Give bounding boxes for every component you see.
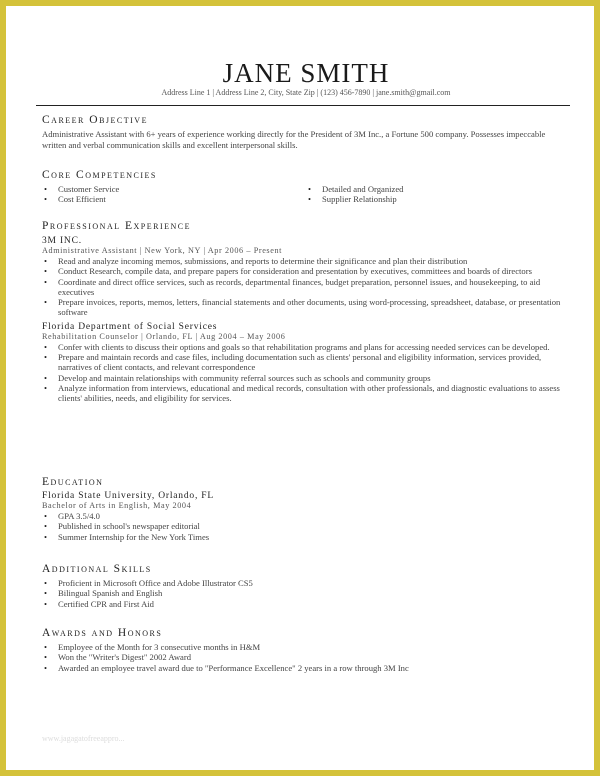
list-item: • Won the "Writer's Digest" 2002 Award xyxy=(58,652,570,662)
objective-text: Administrative Assistant with 6+ years of experience working directly for the President of 3M Inc., a Fortune 500 company. Possesses impeccable written and verbal communication skills and excellent interpersonal skills. xyxy=(42,129,546,150)
skills-section xyxy=(42,563,570,609)
list-item: • Confer with clients to discuss their options and goals so that rehabilitation programs and plans for accessing needed services can be developed. xyxy=(58,342,570,352)
experience-section xyxy=(42,220,570,404)
job-role: Rehabilitation Counselor | Orlando, FL | Aug 2004 – May 2006 xyxy=(42,331,286,341)
job-org: 3M INC. xyxy=(42,236,82,246)
list-item: • Supplier Relationship xyxy=(322,194,570,204)
school-name: Florida State University, Orlando, FL xyxy=(42,491,214,501)
job-org: Florida Department of Social Services xyxy=(42,321,218,332)
awards-bullets xyxy=(42,642,570,673)
header-divider xyxy=(36,105,570,106)
list-item: • Cost Efficient xyxy=(58,194,306,204)
list-item: • Summer Internship for the New York Times xyxy=(58,532,570,542)
job-bullets xyxy=(42,342,570,404)
list-item: • GPA 3.5/4.0 xyxy=(58,511,570,521)
list-item: • Analyze information from interviews, educational and medical records, consultation with other professionals, and diagnostic evaluations to assess clients' abilities, needs, and eligibility for services. xyxy=(58,383,570,404)
list-item: • Detailed and Organized xyxy=(322,184,570,194)
education-section xyxy=(42,476,570,542)
resume-name: JANE SMITH xyxy=(222,58,390,88)
watermark-text: www.jagagatofreeappro... xyxy=(42,734,125,743)
list-item: • Prepare invoices, reports, memos, letters, financial statements and other documents, using word-processing, spreadsheet, database, or presentation software xyxy=(58,297,570,318)
core-competencies-section xyxy=(42,169,570,205)
list-item: • Published in school's newspaper editorial xyxy=(58,521,570,531)
list-item: • Develop and maintain relationships with community referral sources such as schools and community groups xyxy=(58,373,570,383)
career-objective-section xyxy=(42,114,570,150)
section-title: Education xyxy=(42,476,104,488)
list-item: • Read and analyze incoming memos, submissions, and reports to determine their significance and plan their distribution xyxy=(58,256,570,266)
section-title: Career Objective xyxy=(42,114,148,126)
section-title: Additional Skills xyxy=(42,563,152,575)
degree: Bachelor of Arts in English, May 2004 xyxy=(42,501,192,510)
education-bullets xyxy=(42,511,570,542)
awards-section xyxy=(42,627,570,673)
list-item: • Conduct Research, compile data, and prepare papers for consideration and presentation by executives, committees and boards of directors xyxy=(58,266,570,276)
list-item: • Proficient in Microsoft Office and Adobe Illustrator CS5 xyxy=(58,578,570,588)
contact-line: Address Line 1 | Address Line 2, City, State Zip | (123) 456-7890 | jane.smith@gmail.com xyxy=(161,88,451,97)
list-item: • Prepare and maintain records and case files, including documentation such as clients' personal and eligibility information, services provided, narratives of client contacts, and relevant correspondence xyxy=(58,352,570,373)
list-item: • Bilingual Spanish and English xyxy=(58,588,570,598)
list-item: • Customer Service xyxy=(58,184,306,194)
list-item: • Awarded an employee travel award due to "Performance Excellence" 2 years in a row through 3M Inc xyxy=(58,663,570,673)
list-item: • Employee of the Month for 3 consecutive months in H&M xyxy=(58,642,570,652)
competency-list-left xyxy=(42,184,306,205)
section-title: Core Competencies xyxy=(42,169,157,181)
job-bullets xyxy=(42,256,570,318)
section-title: Awards and Honors xyxy=(42,627,163,639)
job-role: Administrative Assistant | New York, NY | Apr 2006 – Present xyxy=(42,246,283,255)
list-item: • Certified CPR and First Aid xyxy=(58,599,570,609)
skills-bullets xyxy=(42,578,570,609)
resume-page xyxy=(6,6,594,770)
section-title: Professional Experience xyxy=(42,220,192,232)
competency-list-right xyxy=(306,184,570,205)
list-item: • Coordinate and direct office services, such as records, departmental finances, budget preparation, personnel issues, and housekeeping, to aid executives xyxy=(58,277,570,298)
